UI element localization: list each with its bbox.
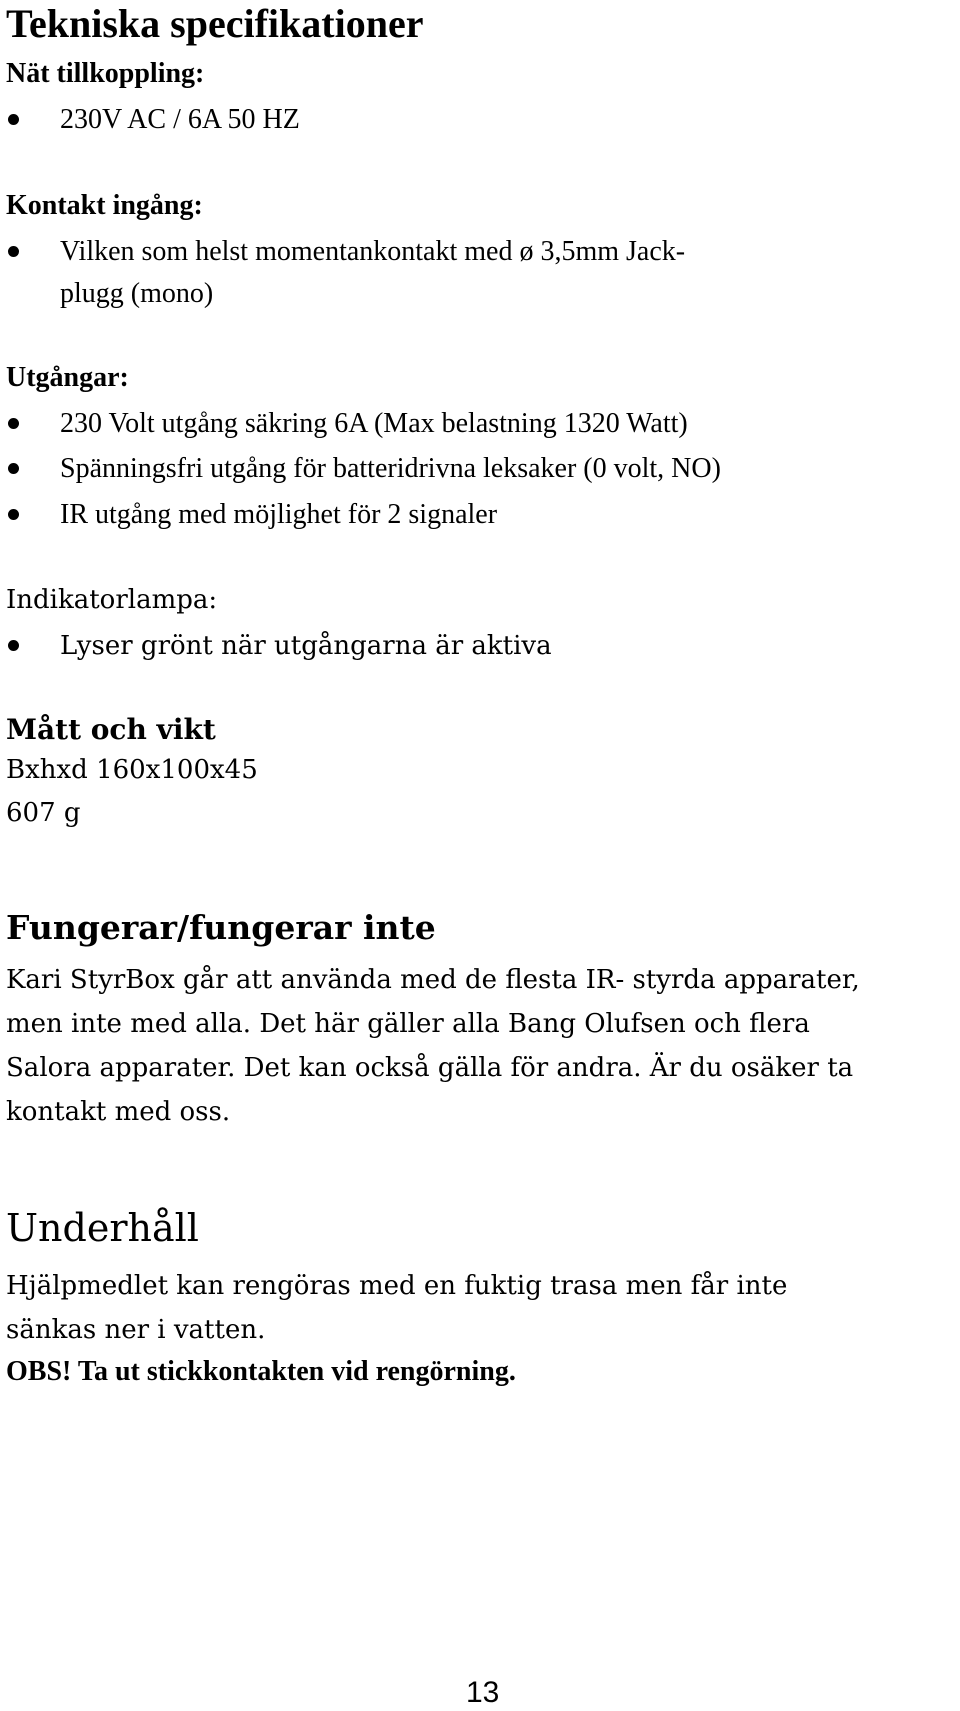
paragraph-line: men inte med alla. Det här gäller alla Bang Olufsen och flera bbox=[6, 1009, 810, 1039]
page-number: 13 bbox=[466, 1676, 500, 1709]
section-heading-fungerar: Fungerar/fungerar inte bbox=[6, 908, 436, 947]
bullet-icon bbox=[8, 418, 19, 429]
paragraph-line: Kari StyrBox går att använda med de flesta IR- styrda apparater, bbox=[6, 965, 860, 995]
section-heading-kontakt: Kontakt ingång: bbox=[6, 190, 203, 221]
list-item: Lyser grönt när utgångarna är aktiva bbox=[60, 631, 552, 661]
list-item: Vilken som helst momentankontakt med ø 3,5mm Jack- bbox=[60, 236, 686, 267]
section-heading-matt: Mått och vikt bbox=[6, 713, 216, 746]
paragraph-line: kontakt med oss. bbox=[6, 1097, 231, 1127]
list-item: 230 Volt utgång säkring 6A (Max belastning 1320 Watt) bbox=[60, 408, 688, 439]
list-item-continuation: plugg (mono) bbox=[60, 278, 214, 309]
bullet-icon bbox=[8, 640, 19, 651]
list-item: Spänningsfri utgång för batteridrivna leksaker (0 volt, NO) bbox=[60, 453, 721, 484]
paragraph-line: Salora apparater. Det kan också gälla för andra. Är du osäker ta bbox=[6, 1053, 854, 1083]
bullet-icon bbox=[8, 246, 19, 257]
bullet-icon bbox=[8, 509, 19, 520]
bullet-icon bbox=[8, 463, 19, 474]
section-heading-indikator: Indikatorlampa: bbox=[6, 585, 218, 615]
list-item: 230V AC / 6A 50 HZ bbox=[60, 104, 300, 135]
section-heading-natt: Nät tillkoppling: bbox=[6, 58, 205, 89]
paragraph-line: Hjälpmedlet kan rengöras med en fuktig trasa men får inte bbox=[6, 1271, 788, 1301]
bullet-icon bbox=[8, 114, 19, 125]
warning-note: OBS! Ta ut stickkontakten vid rengörning. bbox=[6, 1356, 516, 1387]
section-heading-utgangar: Utgångar: bbox=[6, 362, 129, 393]
paragraph-line: sänkas ner i vatten. bbox=[6, 1315, 266, 1345]
section-heading-underhall: Underhåll bbox=[6, 1206, 199, 1250]
spec-line: 607 g bbox=[6, 798, 81, 828]
spec-line: Bxhxd 160x100x45 bbox=[6, 755, 258, 785]
list-item: IR utgång med möjlighet för 2 signaler bbox=[60, 499, 498, 530]
document-title: Tekniska specifikationer bbox=[6, 1, 424, 46]
